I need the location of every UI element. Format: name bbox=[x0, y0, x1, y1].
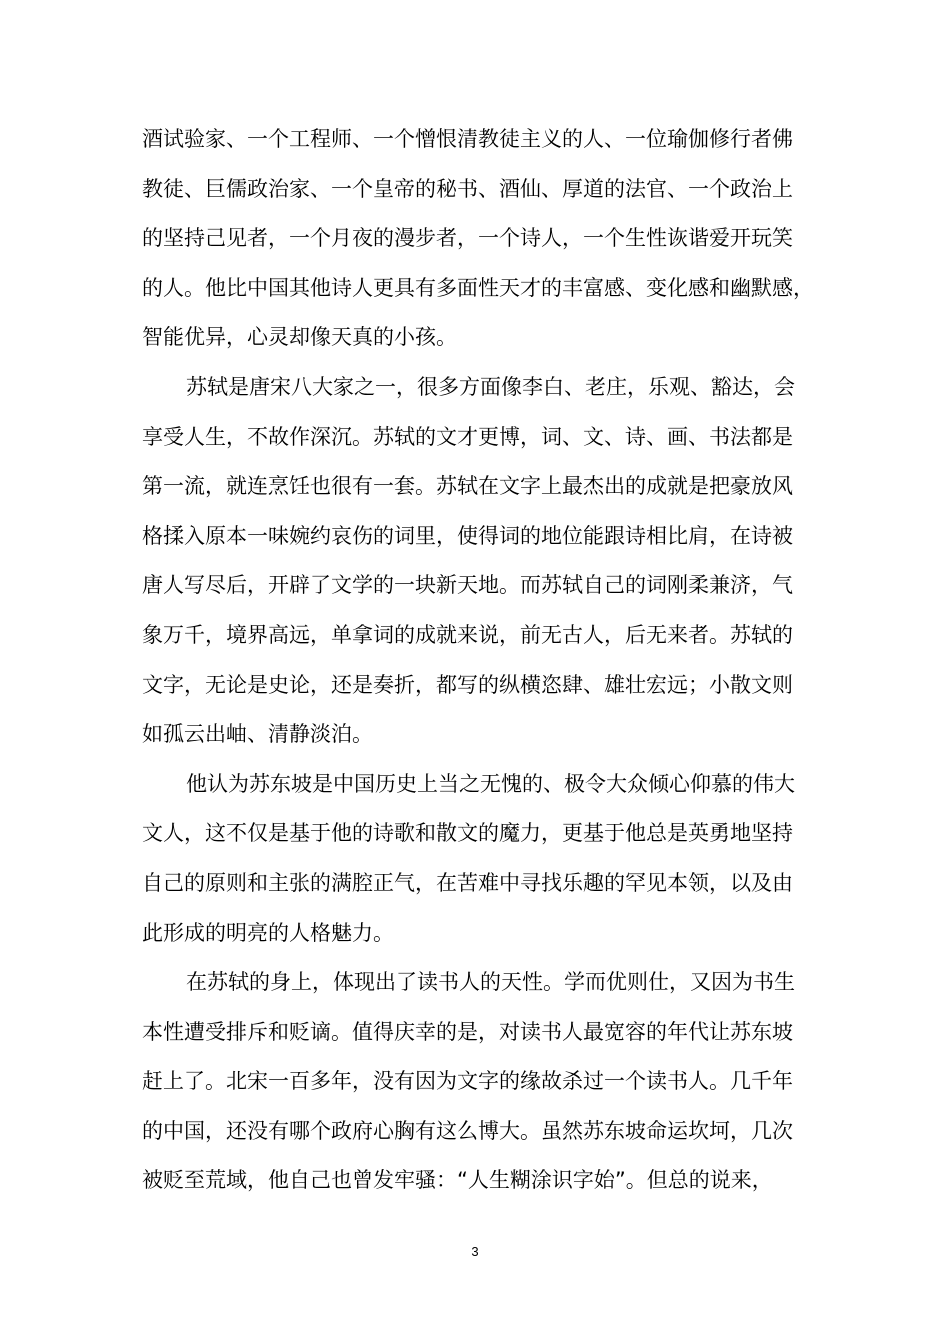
text-line: 教徒、巨儒政治家、一个皇帝的秘书、酒仙、厚道的法官、一个政治上 bbox=[142, 176, 793, 201]
text-line: 赶上了。北宋一百多年，没有因为文字的缘故杀过一个读书人。几千年 bbox=[142, 1069, 793, 1094]
text-line: 的人。他比中国其他诗人更具有多面性天才的丰富感、变化感和幽默感， bbox=[142, 275, 814, 300]
text-line: 格揉入原本一味婉约哀伤的词里，使得词的地位能跟诗相比肩，在诗被 bbox=[142, 523, 793, 548]
body-text bbox=[142, 115, 814, 1206]
text-line: 如孤云出岫、清静淡泊。 bbox=[142, 722, 373, 747]
text-line: 第一流，就连烹饪也很有一套。苏轼在文字上最杰出的成就是把豪放风 bbox=[142, 474, 793, 499]
text-line: 酒试验家、一个工程师、一个憎恨清教徒主义的人、一位瑜伽修行者佛 bbox=[142, 127, 793, 151]
text-line: 享受人生，不故作深沉。苏轼的文才更博，词、文、诗、画、书法都是 bbox=[142, 424, 793, 449]
paragraph-first-line: 苏轼是唐宋八大家之一，很多方面像李白、老庄，乐观、豁达，会 bbox=[186, 374, 795, 399]
text-line: 文人，这不仅是基于他的诗歌和散文的魔力，更基于他总是英勇地坚持 bbox=[142, 821, 793, 846]
text-line: 文字，无论是史论，还是奏折，都写的纵横恣肆、雄壮宏远；小散文则 bbox=[142, 672, 793, 697]
text-line: 本性遭受排斥和贬谪。值得庆幸的是，对读书人最宽容的年代让苏东坡 bbox=[142, 1019, 793, 1044]
text-line: 唐人写尽后，开辟了文学的一块新天地。而苏轼自己的词刚柔兼济，气 bbox=[142, 573, 793, 598]
text-line: 被贬至荒域，他自己也曾发牢骚：“人生糊涂识字始”。但总的说来， bbox=[142, 1168, 773, 1193]
text-line: 象万千，境界高远，单拿词的成就来说，前无古人，后无来者。苏轼的 bbox=[142, 622, 793, 647]
paragraph-first-line: 在苏轼的身上，体现出了读书人的天性。学而优则仕，又因为书生 bbox=[186, 970, 795, 995]
page-number: 3 bbox=[471, 1244, 479, 1259]
text-line: 智能优异，心灵却像天真的小孩。 bbox=[142, 325, 457, 350]
text-line: 自己的原则和主张的满腔正气，在苦难中寻找乐趣的罕见本领，以及由 bbox=[142, 870, 793, 895]
text-line: 的中国，还没有哪个政府心胸有这么博大。虽然苏东坡命运坎坷，几次 bbox=[142, 1118, 793, 1143]
text-line: 此形成的明亮的人格魅力。 bbox=[142, 920, 394, 945]
text-line: 的坚持己见者，一个月夜的漫步者，一个诗人，一个生性诙谐爱开玩笑 bbox=[142, 226, 793, 251]
paragraph-first-line: 他认为苏东坡是中国历史上当之无愧的、极令大众倾心仰慕的伟大 bbox=[186, 771, 795, 796]
